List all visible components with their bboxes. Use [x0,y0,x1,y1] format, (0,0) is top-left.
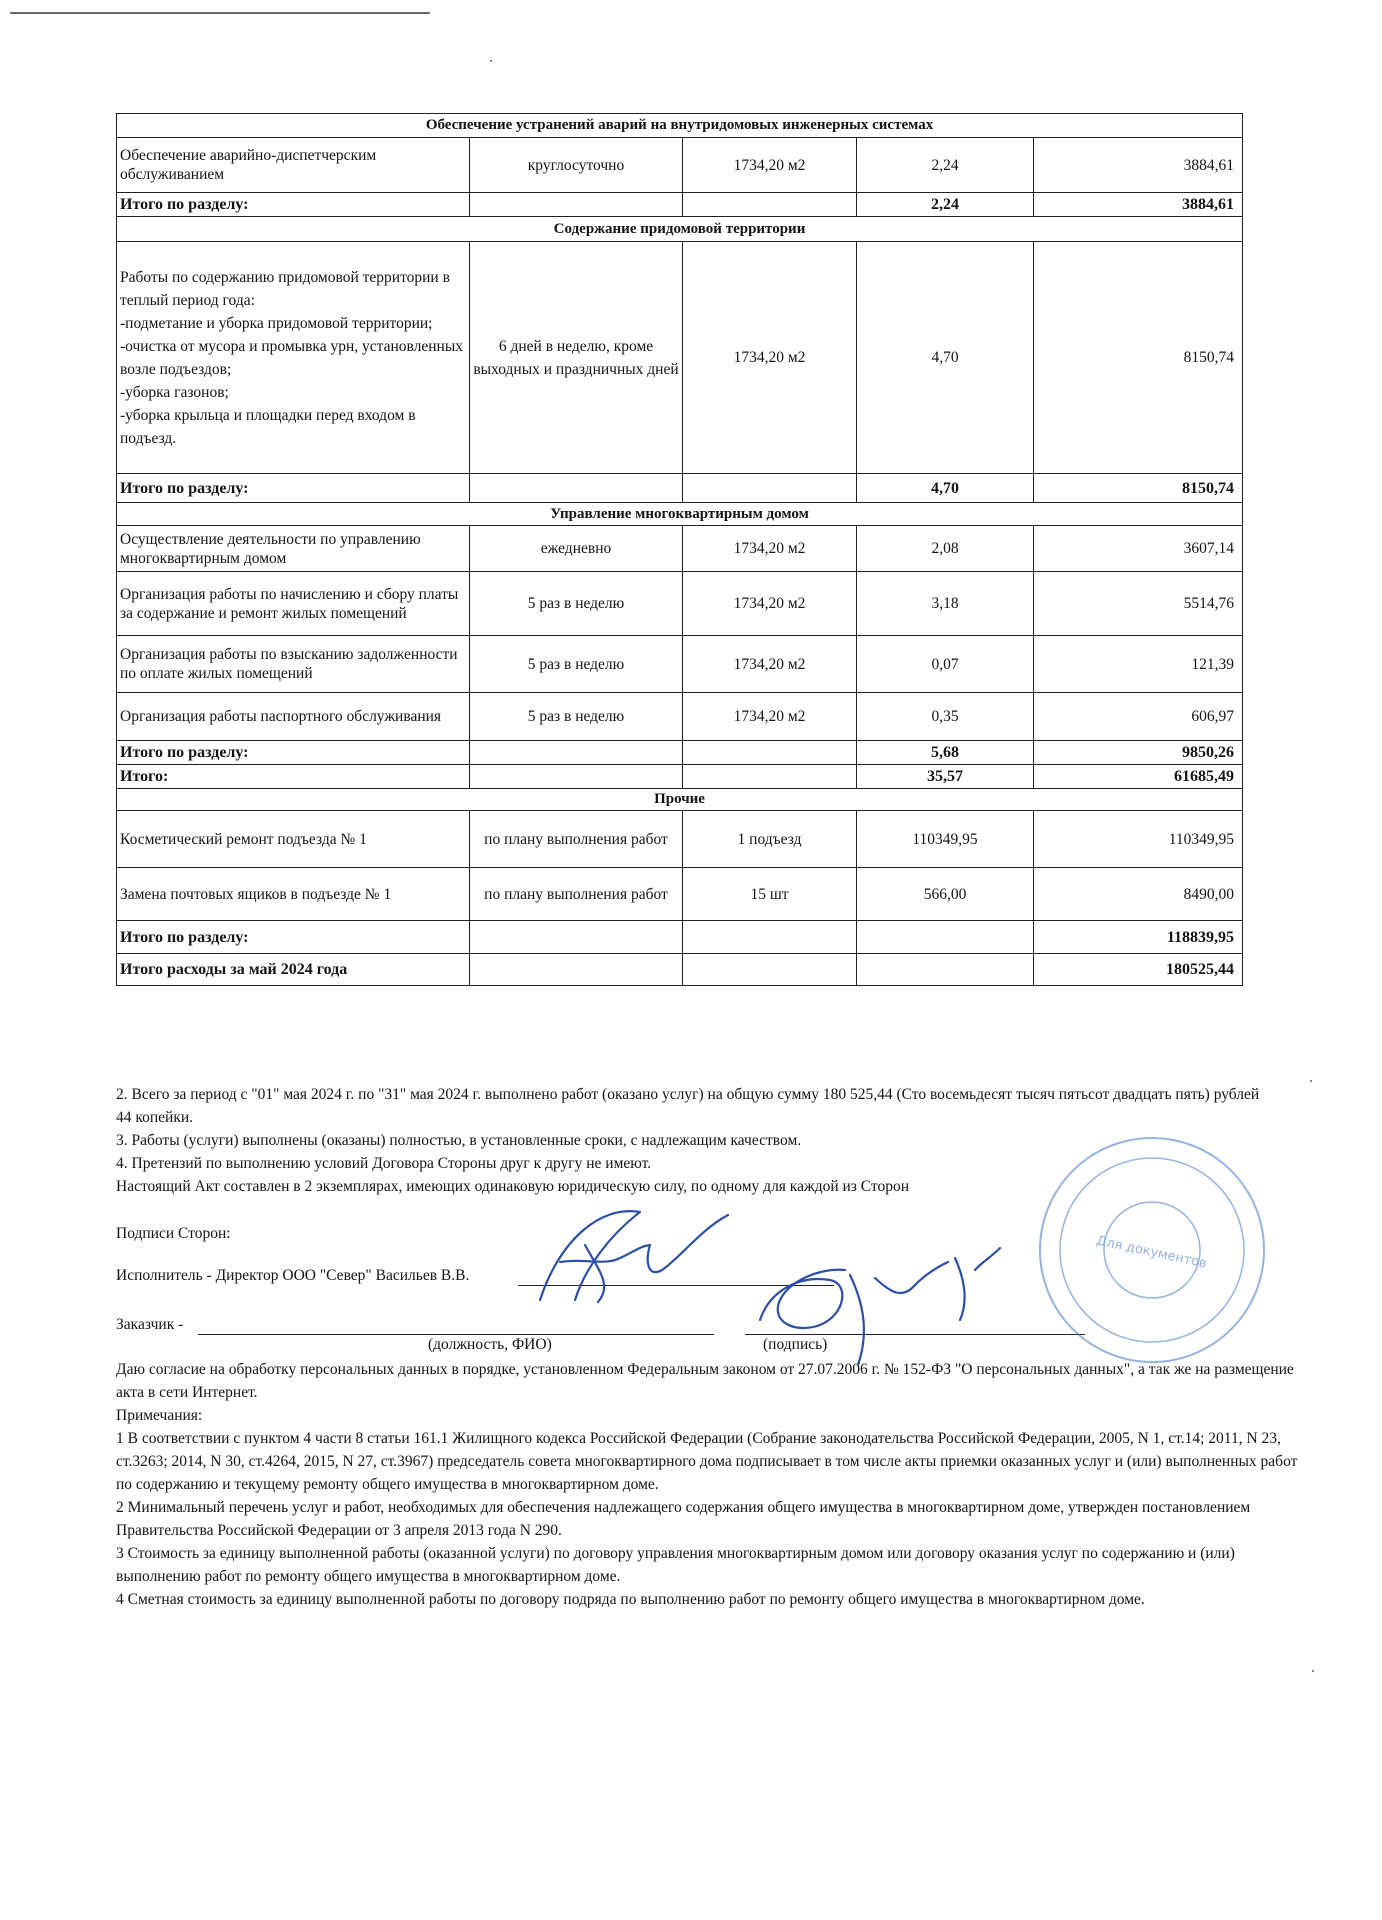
service-frequency: по плану выполнения работ [470,868,683,921]
section-title-emergency: Обеспечение устранений аварий на внутридомовых инженерных системах [117,114,1243,138]
table-row [117,811,1243,868]
statement-total: 2. Всего за период с "01" мая 2024 г. по "31" мая 2024 г. выполнено работ (оказано услуг) на общую сумму 180 525,44 (Сто восемьдесят тысяч пятьсот двадцать пять) рублей 44 копейки. [116,1086,1260,1126]
service-name: Организация работы по начислению и сбору платы за содержание и ремонт жилых помещений [117,572,470,636]
section-total-row [117,474,1243,503]
table-row [117,526,1243,572]
service-frequency: 6 дней в неделю, кроме выходных и праздничных дней [470,242,683,474]
services-table [116,113,1243,986]
service-unit: 1734,20 м2 [683,572,857,636]
scan-speck [1312,1670,1314,1672]
note-item: 2 Минимальный перечень услуг и работ, необходимых для обеспечения надлежащего содержания общего имущества в многоквартирном доме, утвержден постановлением Правительства Российской Федерации от 3 апреля 2013 года N 290. [116,1499,1251,1539]
customer-position-line [198,1334,714,1335]
service-rate: 0,35 [857,693,1034,741]
signature-caption: (подпись) [763,1336,828,1353]
service-rate: 566,00 [857,868,1034,921]
service-frequency: 5 раз в неделю [470,636,683,693]
service-rate: 3,18 [857,572,1034,636]
section-title-management: Управление многоквартирным домом [117,503,1243,526]
service-name: Косметический ремонт подъезда № 1 [117,811,470,868]
total-label: Итого по разделу: [117,474,470,503]
stamp-text: Для документов [1094,1233,1209,1272]
grand-total-row [117,765,1243,789]
total-amount: 118839,95 [1034,921,1243,954]
service-amount: 110349,95 [1034,811,1243,868]
final-total-row [117,954,1243,986]
customer-label: Заказчик - [116,1316,184,1333]
service-amount: 606,97 [1034,693,1243,741]
scan-speck [490,60,492,62]
service-unit: 1734,20 м2 [683,693,857,741]
service-rate: 0,07 [857,636,1034,693]
service-name: Замена почтовых ящиков в подъезде № 1 [117,868,470,921]
table-row [117,868,1243,921]
service-amount: 8150,74 [1034,242,1243,474]
signatures-heading: Подписи Сторон: [116,1225,231,1242]
service-rate: 110349,95 [857,811,1034,868]
service-frequency: ежедневно [470,526,683,572]
final-total-label: Итого расходы за май 2024 года [117,954,470,986]
service-rate: 2,08 [857,526,1034,572]
position-caption: (должность, ФИО) [428,1336,552,1353]
service-unit: 1 подъезд [683,811,857,868]
grand-total-amount: 61685,49 [1034,765,1243,789]
service-amount: 5514,76 [1034,572,1243,636]
grand-total-rate: 35,57 [857,765,1034,789]
section-header-row [117,217,1243,242]
service-name: Организация работы по взысканию задолженности по оплате жилых помещений [117,636,470,693]
service-frequency: круглосуточно [470,138,683,193]
service-name: Обеспечение аварийно-диспетчерским обслуживанием [117,138,470,193]
service-frequency: по плану выполнения работ [470,811,683,868]
total-label: Итого по разделу: [117,921,470,954]
section-total-row [117,193,1243,217]
section-header-row [117,503,1243,526]
executor-sign-line [518,1285,834,1286]
service-unit: 1734,20 м2 [683,636,857,693]
statement-copies: Настоящий Акт составлен в 2 экземплярах, имеющих одинаковую юридическую силу, по одному для каждой из Сторон [116,1178,910,1195]
section-title-territory: Содержание придомовой территории [117,217,1243,242]
total-amount: 9850,26 [1034,741,1243,765]
section-header-row [117,114,1243,138]
service-unit: 1734,20 м2 [683,242,857,474]
service-name: Осуществление деятельности по управлению многоквартирным домом [117,526,470,572]
table-row [117,242,1243,474]
table-row [117,572,1243,636]
note-item: 3 Стоимость за единицу выполненной работы (оказанной услуги) по договору управления многоквартирным домом или договору оказания услуг по содержанию и (или) выполнению работ по ремонту общего имущества в многоквартирном доме. [116,1545,1235,1585]
total-rate: 5,68 [857,741,1034,765]
final-total-amount: 180525,44 [1034,954,1243,986]
total-label: Итого по разделу: [117,741,470,765]
service-amount: 3884,61 [1034,138,1243,193]
notes-heading: Примечания: [116,1407,203,1424]
service-amount: 121,39 [1034,636,1243,693]
note-item: 4 Сметная стоимость за единицу выполненной работы по договору подряда по выполнению работ по ремонту общего имущества в многоквартирном доме. [116,1591,1145,1608]
service-unit: 1734,20 м2 [683,526,857,572]
service-frequency: 5 раз в неделю [470,572,683,636]
section-title-other: Прочие [117,789,1243,811]
notes-block [116,1404,1306,1611]
service-rate: 4,70 [857,242,1034,474]
table-row [117,138,1243,193]
statement-quality: 3. Работы (услуги) выполнены (оказаны) полностью, в установленные сроки, с надлежащим качеством. [116,1132,802,1149]
total-rate: 4,70 [857,474,1034,503]
scan-edge-line [10,12,430,14]
statement-claims: 4. Претензий по выполнению условий Договора Стороны друг к другу не имеют. [116,1155,652,1172]
statements-block [116,1083,1266,1198]
service-name: Организация работы паспортного обслуживания [117,693,470,741]
scan-speck [1310,1080,1312,1082]
service-rate: 2,24 [857,138,1034,193]
service-unit: 1734,20 м2 [683,138,857,193]
service-frequency: 5 раз в неделю [470,693,683,741]
consent-text: Даю согласие на обработку персональных данных в порядке, установленном Федеральным законом от 27.07.2006 г. № 152-ФЗ "О персональных данных", а так же на размещение акта в сети Интернет. [116,1361,1294,1401]
table-row [117,636,1243,693]
executor-signature [540,1211,728,1302]
service-unit: 15 шт [683,868,857,921]
service-name: Работы по содержанию придомовой территории в теплый период года: -подметание и уборка придомовой территории; -очистка от мусора и промывка урн, установленных возле подъездов; -уборка газонов; -уборка крыльца и площадки перед входом в подъезд. [117,242,470,474]
service-amount: 3607,14 [1034,526,1243,572]
customer-sign-line [745,1334,1085,1335]
section-total-row [117,741,1243,765]
total-amount: 3884,61 [1034,193,1243,217]
total-rate: 2,24 [857,193,1034,217]
section-total-row [117,921,1243,954]
total-amount: 8150,74 [1034,474,1243,503]
note-item: 1 В соответствии с пунктом 4 части 8 статьи 161.1 Жилищного кодекса Российской Федерации (Собрание законодательства Российской Федерации, 2005, N 1, ст.14; 2011, N 23, ст.3263; 2014, N 30, ст.4264, 2015, N 27, ст.3967) председатель совета многоквартирного дома подписывает в том числе акты приемки оказанных услуг и (или) выполненных работ по содержанию и текущему ремонту общего имущества в многоквартирном доме. [116,1430,1298,1493]
table-row [117,693,1243,741]
total-label: Итого по разделу: [117,193,470,217]
grand-total-label: Итого: [117,765,470,789]
section-header-row [117,789,1243,811]
service-amount: 8490,00 [1034,868,1243,921]
executor-label: Исполнитель - Директор ООО "Север" Васильев В.В. [116,1267,470,1284]
